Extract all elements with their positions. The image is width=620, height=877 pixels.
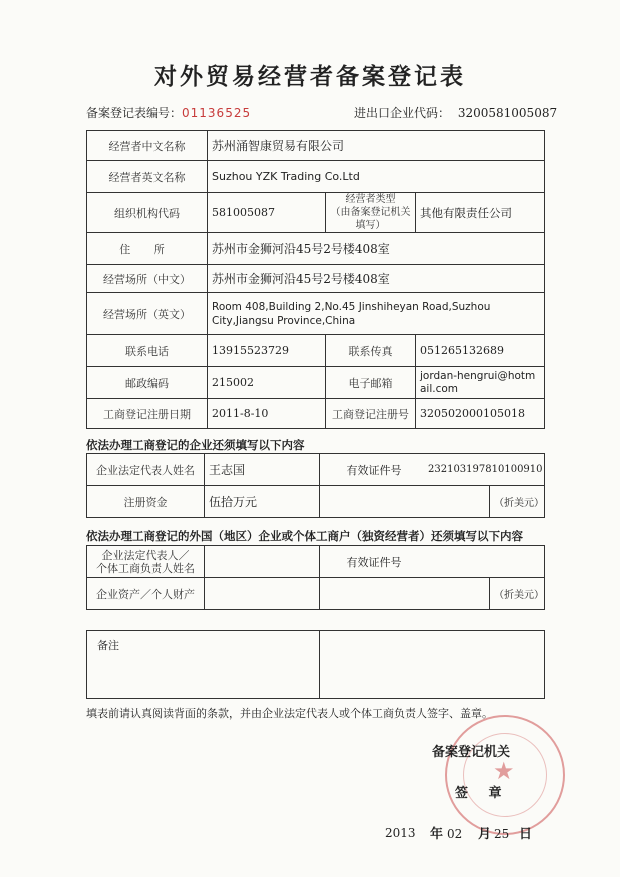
- form-no-label: 备案登记表编号：: [86, 106, 183, 120]
- capital-blank: [320, 486, 490, 518]
- ie-code-value: 3200581005087: [457, 106, 558, 120]
- foreign-rep-value: [205, 546, 320, 578]
- footer-notice: 填表前请认真阅读背面的条款，并由企业法定代表人或个体工商负责人签字、盖章。: [86, 707, 493, 720]
- assets-label: 企业资产／个人财产: [87, 578, 205, 610]
- fax-value: 051265132689: [416, 335, 545, 367]
- authority-label: 备案登记机关: [432, 745, 511, 760]
- reg-no-label: 工商登记注册号: [326, 399, 416, 429]
- biz-place-cn-label: 经营场所（中文）: [87, 265, 208, 293]
- capital-value: 伍拾万元: [205, 486, 320, 518]
- reg-no-value: 320502000105018: [416, 399, 545, 429]
- address-label: 住 所: [87, 233, 208, 265]
- date-month: 02: [447, 827, 463, 841]
- email-value: jordan-hengrui@hotmail.com: [416, 367, 545, 399]
- foreign-enterprise-table: [86, 545, 545, 610]
- email-label: 电子邮箱: [326, 367, 416, 399]
- date-day: 25: [494, 827, 510, 841]
- biz-place-en-value: Room 408,Building 2,No.45 Jinshiheyan Road,Suzhou City,Jiangsu Province,China: [208, 293, 545, 335]
- id-label: 有效证件号: [346, 463, 402, 477]
- legal-rep-value: 王志国: [205, 454, 320, 486]
- phone-label: 联系电话: [87, 335, 208, 367]
- section3-heading: 依法办理工商登记的外国（地区）企业或个体工商户（独资经营者）还须填写以下内容: [86, 529, 523, 543]
- biz-place-en-label: 经营场所（英文）: [87, 293, 208, 335]
- ie-code-line: [354, 104, 557, 121]
- remarks-table: [86, 630, 545, 699]
- id-cell: [320, 454, 545, 486]
- postcode-label: 邮政编码: [87, 367, 208, 399]
- operator-type-label-line1: 经营者类型: [345, 194, 396, 205]
- date-year-char: 年: [430, 827, 444, 842]
- enterprise-table: [86, 453, 545, 518]
- official-seal-star-icon: ★: [493, 757, 515, 785]
- en-name-label: 经营者英文名称: [87, 161, 208, 193]
- org-code-label: 组织机构代码: [87, 193, 208, 233]
- cn-name-label: 经营者中文名称: [87, 131, 208, 161]
- reg-date-label: 工商登记注册日期: [87, 399, 208, 429]
- ie-code-label: 进出口企业代码：: [354, 106, 451, 120]
- foreign-rep-label: [87, 546, 205, 578]
- capital-label: 注册资金: [87, 486, 205, 518]
- address-value: 苏州市金狮河沿45号2号楼408室: [208, 233, 545, 265]
- operator-type-value: 其他有限责任公司: [416, 193, 545, 233]
- date-month-char: 月: [478, 827, 492, 842]
- form-no-value: 01136525: [182, 106, 252, 120]
- id-value: 232103197810100910: [428, 464, 543, 475]
- remarks-value: [320, 631, 545, 699]
- assets-blank: [320, 578, 490, 610]
- phone-value: 13915523729: [208, 335, 326, 367]
- cn-name-value: 苏州涌智康贸易有限公司: [208, 131, 545, 161]
- section2-heading: 依法办理工商登记的企业还须填写以下内容: [86, 438, 305, 452]
- page-title: 对外贸易经营者备案登记表: [154, 64, 466, 90]
- remarks-label: 备注: [87, 631, 320, 699]
- foreign-rep-label-line2: 个体工商负责人姓名: [96, 561, 195, 575]
- en-name-value: Suzhou YZK Trading Co.Ltd: [208, 161, 545, 193]
- main-info-table: [86, 130, 545, 429]
- date-day-char: 日: [519, 827, 533, 842]
- foreign-rep-label-line1: 企业法定代表人／: [101, 548, 190, 562]
- foreign-id-label: 有效证件号: [346, 555, 402, 569]
- capital-usd-note: （折美元）: [490, 486, 545, 518]
- reg-date-value: 2011-8-10: [208, 399, 326, 429]
- foreign-id-cell: [320, 546, 545, 578]
- biz-place-cn-value: 苏州市金狮河沿45号2号楼408室: [208, 265, 545, 293]
- fax-label: 联系传真: [326, 335, 416, 367]
- postcode-value: 215002: [208, 367, 326, 399]
- assets-usd-note: （折美元）: [490, 578, 545, 610]
- operator-type-label-line2: （由备案登记机关填写）: [330, 207, 411, 231]
- operator-type-label: [326, 193, 416, 233]
- legal-rep-label: 企业法定代表人姓名: [87, 454, 205, 486]
- org-code-value: 581005087: [208, 193, 326, 233]
- form-no-line: [86, 104, 251, 121]
- official-seal-stamp: [445, 715, 565, 835]
- date-year: 2013: [385, 826, 416, 840]
- assets-value: [205, 578, 320, 610]
- seal-label: 签 章: [455, 786, 510, 801]
